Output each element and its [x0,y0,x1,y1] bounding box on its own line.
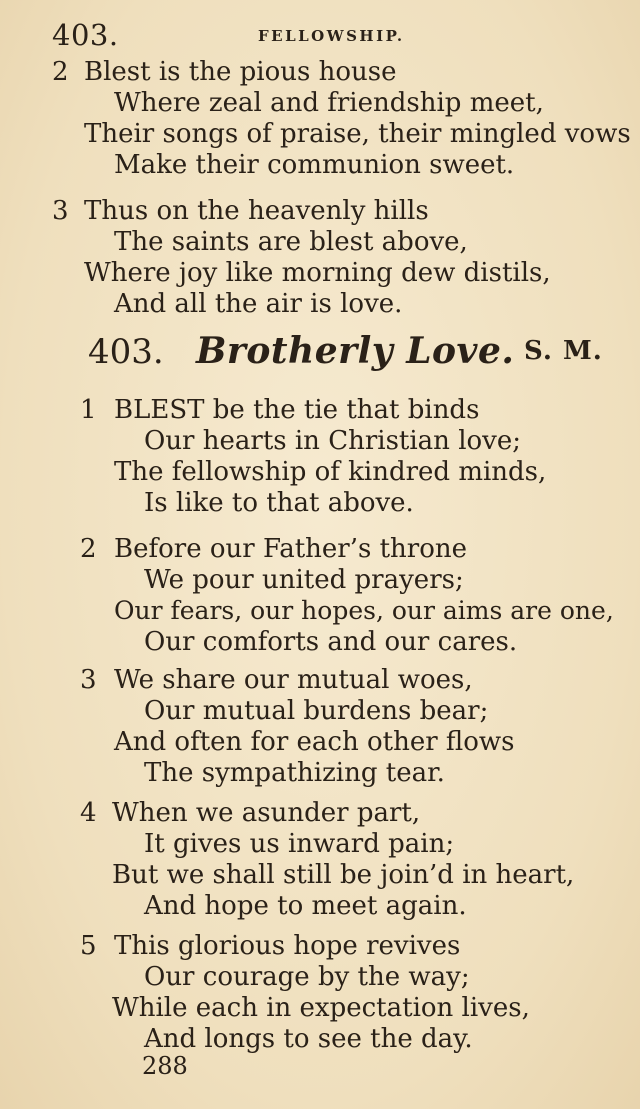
header-title: FELLOWSHIP. [258,27,405,45]
stanza-line: It gives us inward pain; [144,829,455,859]
stanza-line: Is like to that above. [144,488,414,518]
stanza-line: Where zeal and friendship meet, [114,88,544,118]
stanza-number: 1 [80,395,97,425]
stanza-line: Our mutual burdens bear; [144,696,489,726]
stanza-line: Make their communion sweet. [114,150,515,180]
stanza-line: And often for each other flows [114,727,515,757]
stanza-line: Where joy like morning dew distils, [84,258,551,288]
stanza-line: This glorious hope revives [114,931,461,961]
hymn-title: Brotherly Love. [196,330,515,372]
stanza-line: We share our mutual woes, [114,665,473,695]
stanza-line: Our courage by the way; [144,962,470,992]
stanza-line: Our fears, our hopes, our aims are one, [114,596,614,625]
footer-page-number: 288 [142,1052,188,1080]
stanza-line: BLEST be the tie that binds [114,395,480,425]
stanza-number: 2 [52,57,69,87]
stanza-line: And longs to see the day. [144,1024,473,1054]
stanza-line: While each in expectation lives, [112,993,530,1023]
stanza-number: 3 [80,665,97,695]
hymn-number: 403. [88,332,164,372]
stanza-line: Our comforts and our cares. [144,627,518,657]
stanza-line: And hope to meet again. [144,891,467,921]
stanza-number: 3 [52,196,69,226]
stanza-line: The saints are blest above, [114,227,468,257]
stanza-line: When we asunder part, [112,798,421,828]
stanza-line: Our hearts in Christian love; [144,426,521,456]
stanza-line: We pour united prayers; [144,565,464,595]
hymn-meter: S. M. [524,336,603,366]
stanza-line: The fellowship of kindred minds, [114,457,547,487]
running-header [52,18,612,58]
stanza-line: The sympathizing tear. [144,758,445,788]
header-page-number: 403. [52,18,119,52]
stanza-line: Their songs of praise, their mingled vows [84,119,631,149]
stanza-line: Thus on the heavenly hills [84,196,429,226]
stanza-number: 4 [80,798,97,828]
stanza-line: And all the air is love. [114,289,403,319]
stanza-line: Blest is the pious house [84,57,397,87]
stanza-number: 2 [80,534,97,564]
hymn-heading [88,332,608,382]
stanza-line: Before our Father’s throne [114,534,468,564]
stanza-number: 5 [80,931,97,961]
stanza-line: But we shall still be join’d in heart, [112,860,575,890]
